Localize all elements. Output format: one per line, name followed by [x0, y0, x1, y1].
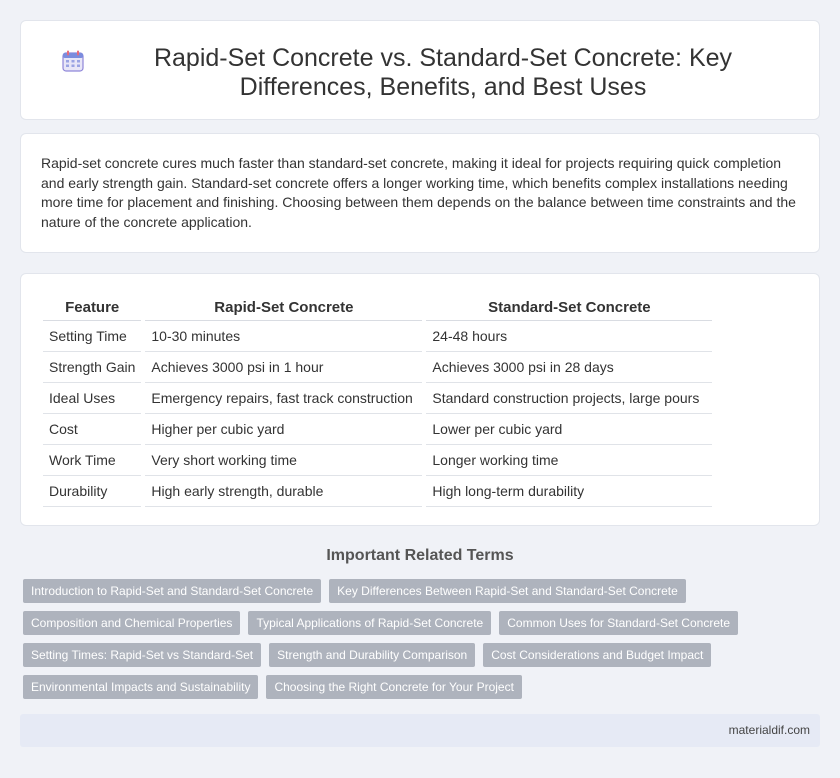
tag-row	[23, 675, 823, 699]
tag-row	[23, 611, 823, 635]
related-term-link[interactable]: Composition and Chemical Properties	[23, 611, 240, 635]
intro-paragraph: Rapid-set concrete cures much faster than standard-set concrete, making it ideal for projects requiring quick completion and early strength gain. Standard-set concrete offers a longer working time, which benefits complex installations needing more time for placement and finishing. Choosing between them depends on the balance between time constraints and the nature of the concrete application.	[41, 155, 796, 230]
table-cell-standard: Achieves 3000 psi in 28 days	[426, 352, 712, 383]
comparison-table	[43, 294, 712, 507]
related-term-link[interactable]: Typical Applications of Rapid-Set Concrete	[248, 611, 491, 635]
comparison-table-card	[20, 273, 820, 526]
table-cell-rapid: Achieves 3000 psi in 1 hour	[145, 352, 422, 383]
table-cell-rapid: Emergency repairs, fast track construction	[145, 383, 422, 414]
intro-card	[20, 133, 820, 253]
footer	[20, 714, 820, 747]
table-cell-standard: 24-48 hours	[426, 321, 712, 352]
table-row	[43, 414, 712, 445]
table-cell-feature: Ideal Uses	[43, 383, 141, 414]
related-term-link[interactable]: Key Differences Between Rapid-Set and Standard-Set Concrete	[329, 579, 686, 603]
related-term-link[interactable]: Cost Considerations and Budget Impact	[483, 643, 711, 667]
related-term-link[interactable]: Strength and Durability Comparison	[269, 643, 475, 667]
related-term-link[interactable]: Introduction to Rapid-Set and Standard-Set Concrete	[23, 579, 321, 603]
calendar-icon	[61, 49, 85, 73]
table-cell-feature: Durability	[43, 476, 141, 507]
tag-row	[23, 579, 823, 603]
table-row	[43, 476, 712, 507]
table-cell-feature: Strength Gain	[43, 352, 141, 383]
column-header-feature: Feature	[43, 294, 141, 321]
table-cell-standard: Standard construction projects, large pours	[426, 383, 712, 414]
header	[61, 44, 779, 102]
footer-site-name: materialdif.com	[728, 723, 810, 737]
table-cell-rapid: Very short working time	[145, 445, 422, 476]
table-cell-rapid: 10-30 minutes	[145, 321, 422, 352]
table-row	[43, 321, 712, 352]
table-cell-standard: High long-term durability	[426, 476, 712, 507]
related-terms-title: Important Related Terms	[326, 547, 514, 564]
table-cell-feature: Setting Time	[43, 321, 141, 352]
table-cell-rapid: Higher per cubic yard	[145, 414, 422, 445]
table-cell-feature: Cost	[43, 414, 141, 445]
column-header-standard-set: Standard-Set Concrete	[426, 294, 712, 321]
related-terms-list	[23, 579, 823, 707]
table-cell-rapid: High early strength, durable	[145, 476, 422, 507]
page-title: Rapid-Set Concrete vs. Standard-Set Concrete: Key Differences, Benefits, and Best Uses	[153, 44, 733, 101]
table-cell-standard: Longer working time	[426, 445, 712, 476]
table-row	[43, 352, 712, 383]
table-row	[43, 445, 712, 476]
header-card	[20, 20, 820, 120]
related-term-link[interactable]: Environmental Impacts and Sustainability	[23, 675, 258, 699]
table-cell-feature: Work Time	[43, 445, 141, 476]
related-term-link[interactable]: Setting Times: Rapid-Set vs Standard-Set	[23, 643, 261, 667]
related-term-link[interactable]: Common Uses for Standard-Set Concrete	[499, 611, 738, 635]
table-row	[43, 383, 712, 414]
table-cell-standard: Lower per cubic yard	[426, 414, 712, 445]
column-header-rapid-set: Rapid-Set Concrete	[145, 294, 422, 321]
tag-row	[23, 643, 823, 667]
table-header-row	[43, 294, 712, 321]
related-term-link[interactable]: Choosing the Right Concrete for Your Project	[266, 675, 521, 699]
